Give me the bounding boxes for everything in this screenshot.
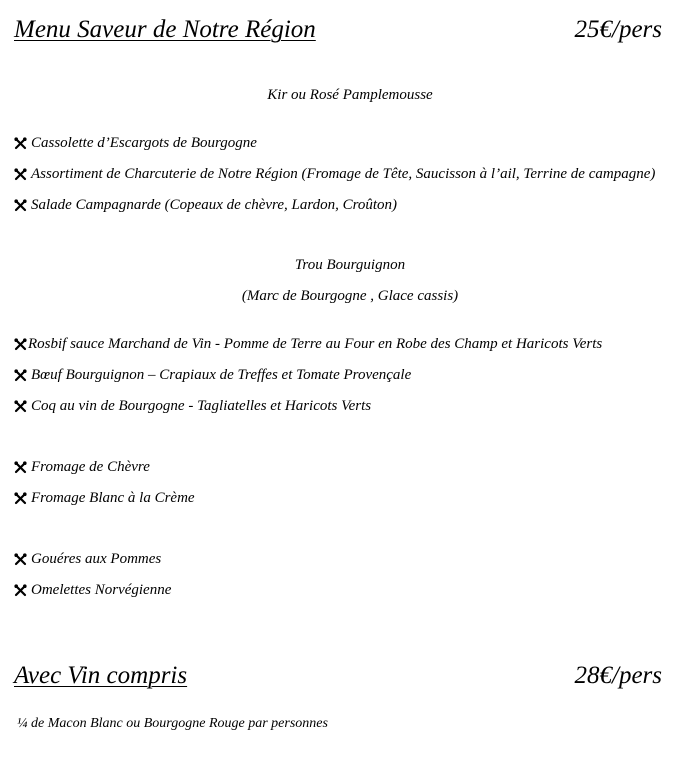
list-item [14, 360, 602, 391]
list-item [14, 575, 171, 606]
item-label: Fromage de Chèvre [31, 459, 150, 475]
crossed-cutlery-icon [14, 461, 27, 474]
crossed-cutlery-icon [14, 168, 27, 181]
trou-detail: (Marc de Bourgogne , Glace cassis) [241, 288, 459, 304]
list-item [14, 190, 655, 221]
crossed-cutlery-icon [14, 400, 27, 413]
item-label: Assortiment de Charcuterie de Notre Région (Fromage de Tête, Saucisson à l’ail, Terrine de campagne) [31, 166, 656, 182]
wine-option-price: 28€/pers [574, 662, 662, 689]
aperitif: Kir ou Rosé Pamplemousse [267, 87, 433, 103]
desserts-list [14, 544, 171, 606]
crossed-cutlery-icon [14, 492, 27, 505]
list-item [14, 329, 602, 360]
wine-option-note: ¼ de Macon Blanc ou Bourgogne Rouge par personnes [17, 716, 328, 731]
list-item [14, 483, 195, 514]
crossed-cutlery-icon [14, 369, 27, 382]
wine-option-title: Avec Vin compris [14, 662, 188, 689]
crossed-cutlery-icon [14, 584, 27, 597]
crossed-cutlery-icon [14, 137, 27, 150]
list-item [14, 159, 655, 190]
mains-list [14, 329, 602, 422]
list-item [14, 128, 655, 159]
item-label: Omelettes Norvégienne [31, 582, 172, 598]
item-label: Cassolette d’Escargots de Bourgogne [31, 135, 257, 151]
list-item [14, 452, 195, 483]
item-label: Rosbif sauce Marchand de Vin - Pomme de Terre au Four en Robe des Champ et Haricots Verts [28, 336, 603, 352]
crossed-cutlery-icon [14, 553, 27, 566]
item-label: Salade Campagnarde (Copeaux de chèvre, Lardon, Croûton) [31, 197, 398, 213]
menu-header [14, 16, 662, 44]
list-item [14, 544, 171, 575]
wine-option-header [14, 662, 662, 690]
menu-title: Menu Saveur de Notre Région [14, 16, 316, 43]
trou-name: Trou Bourguignon [294, 257, 406, 273]
item-label: Gouéres aux Pommes [31, 551, 162, 567]
cheeses-list [14, 452, 195, 514]
starters-list [14, 128, 655, 221]
menu-price: 25€/pers [574, 16, 662, 43]
list-item [14, 391, 602, 422]
item-label: Bœuf Bourguignon – Crapiaux de Treffes et Tomate Provençale [31, 367, 412, 383]
item-label: Coq au vin de Bourgogne - Tagliatelles et Haricots Verts [31, 398, 372, 414]
crossed-cutlery-icon [14, 338, 27, 351]
crossed-cutlery-icon [14, 199, 27, 212]
item-label: Fromage Blanc à la Crème [31, 490, 195, 506]
